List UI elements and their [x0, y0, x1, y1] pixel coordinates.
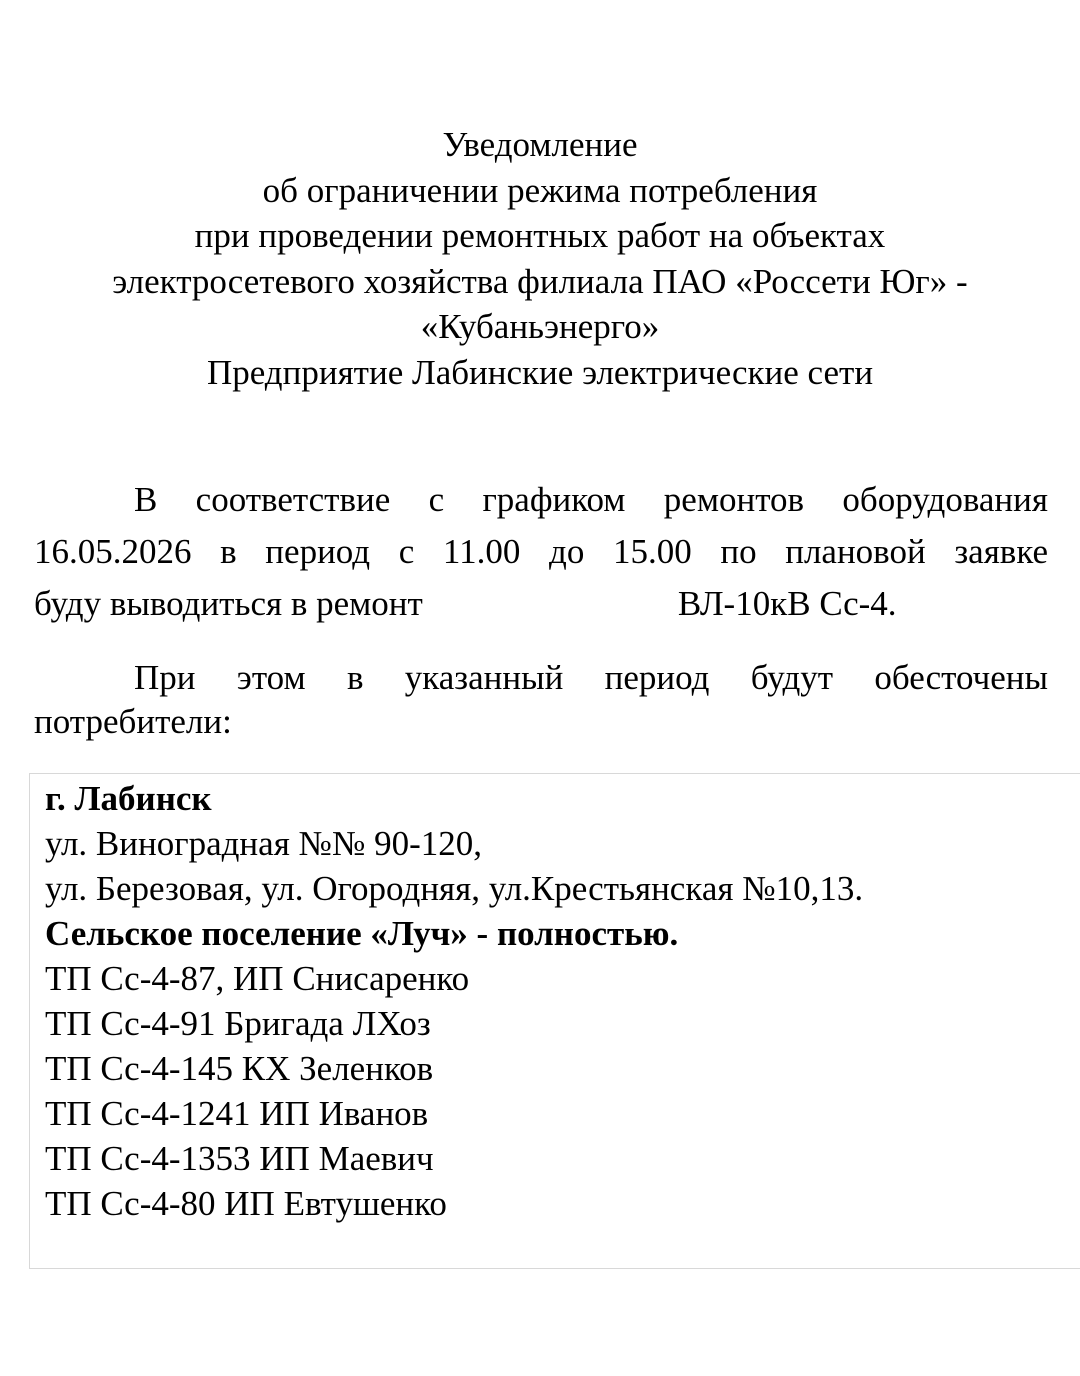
paragraph-text: В соответствие с графиком ремонтов оборудования [134, 480, 1048, 519]
consumer-item: ул. Виноградная №№ 90-120, [45, 824, 482, 863]
consumer-item: ТП Сс-4-91 Бригада ЛХоз [45, 1004, 431, 1043]
consumers-table-cell [29, 773, 1080, 1269]
notice-subtitle-line-2: при проведении ремонтных работ на объектах [194, 216, 886, 255]
notice-enterprise: Предприятие Лабинские электрические сети [206, 352, 874, 392]
consumer-item: ТП Сс-4-145 КХ Зеленков [45, 1049, 434, 1088]
consumer-item: ТП Сс-4-1353 ИП Маевич [45, 1139, 434, 1178]
consumer-item: ТП Сс-4-1241 ИП Иванов [45, 1094, 429, 1133]
paragraph-line: потребители: [34, 702, 232, 741]
consumer-item: ул. Березовая, ул. Огородняя, ул.Крестьянская №10,13. [45, 869, 864, 908]
notice-title: Уведомление [442, 125, 638, 164]
paragraph-text: При этом в указанный период будут обесточены [134, 658, 1048, 697]
consumer-item: ТП Сс-4-87, ИП Снисаренко [45, 959, 470, 998]
paragraph-line [34, 578, 1048, 630]
equipment-name: ВЛ-10кВ Сс-4. [677, 584, 897, 623]
paragraph-line [34, 656, 1048, 700]
consumer-settlement: Сельское поселение «Луч» - полностью. [45, 914, 679, 953]
notice-header [0, 122, 1080, 395]
paragraph-line: 16.05.2026 в период с 11.00 до 15.00 по плановой заявке [34, 532, 1048, 571]
notice-subtitle-line-1: об ограничении режима потребления [262, 170, 818, 210]
notice-subtitle-line-3: электросетевого хозяйства филиала ПАО «Россети Юг» - [112, 261, 968, 301]
consumer-item: ТП Сс-4-80 ИП Евтушенко [45, 1184, 447, 1223]
paragraph-line [34, 474, 1048, 526]
consumer-city: г. Лабинск [45, 779, 212, 818]
repair-schedule-paragraph [34, 474, 1048, 630]
paragraph-text: буду выводиться в ремонт [34, 584, 423, 623]
consumers-intro-paragraph [34, 656, 1048, 744]
notice-subtitle-line-4: «Кубаньэнерго» [420, 307, 660, 346]
